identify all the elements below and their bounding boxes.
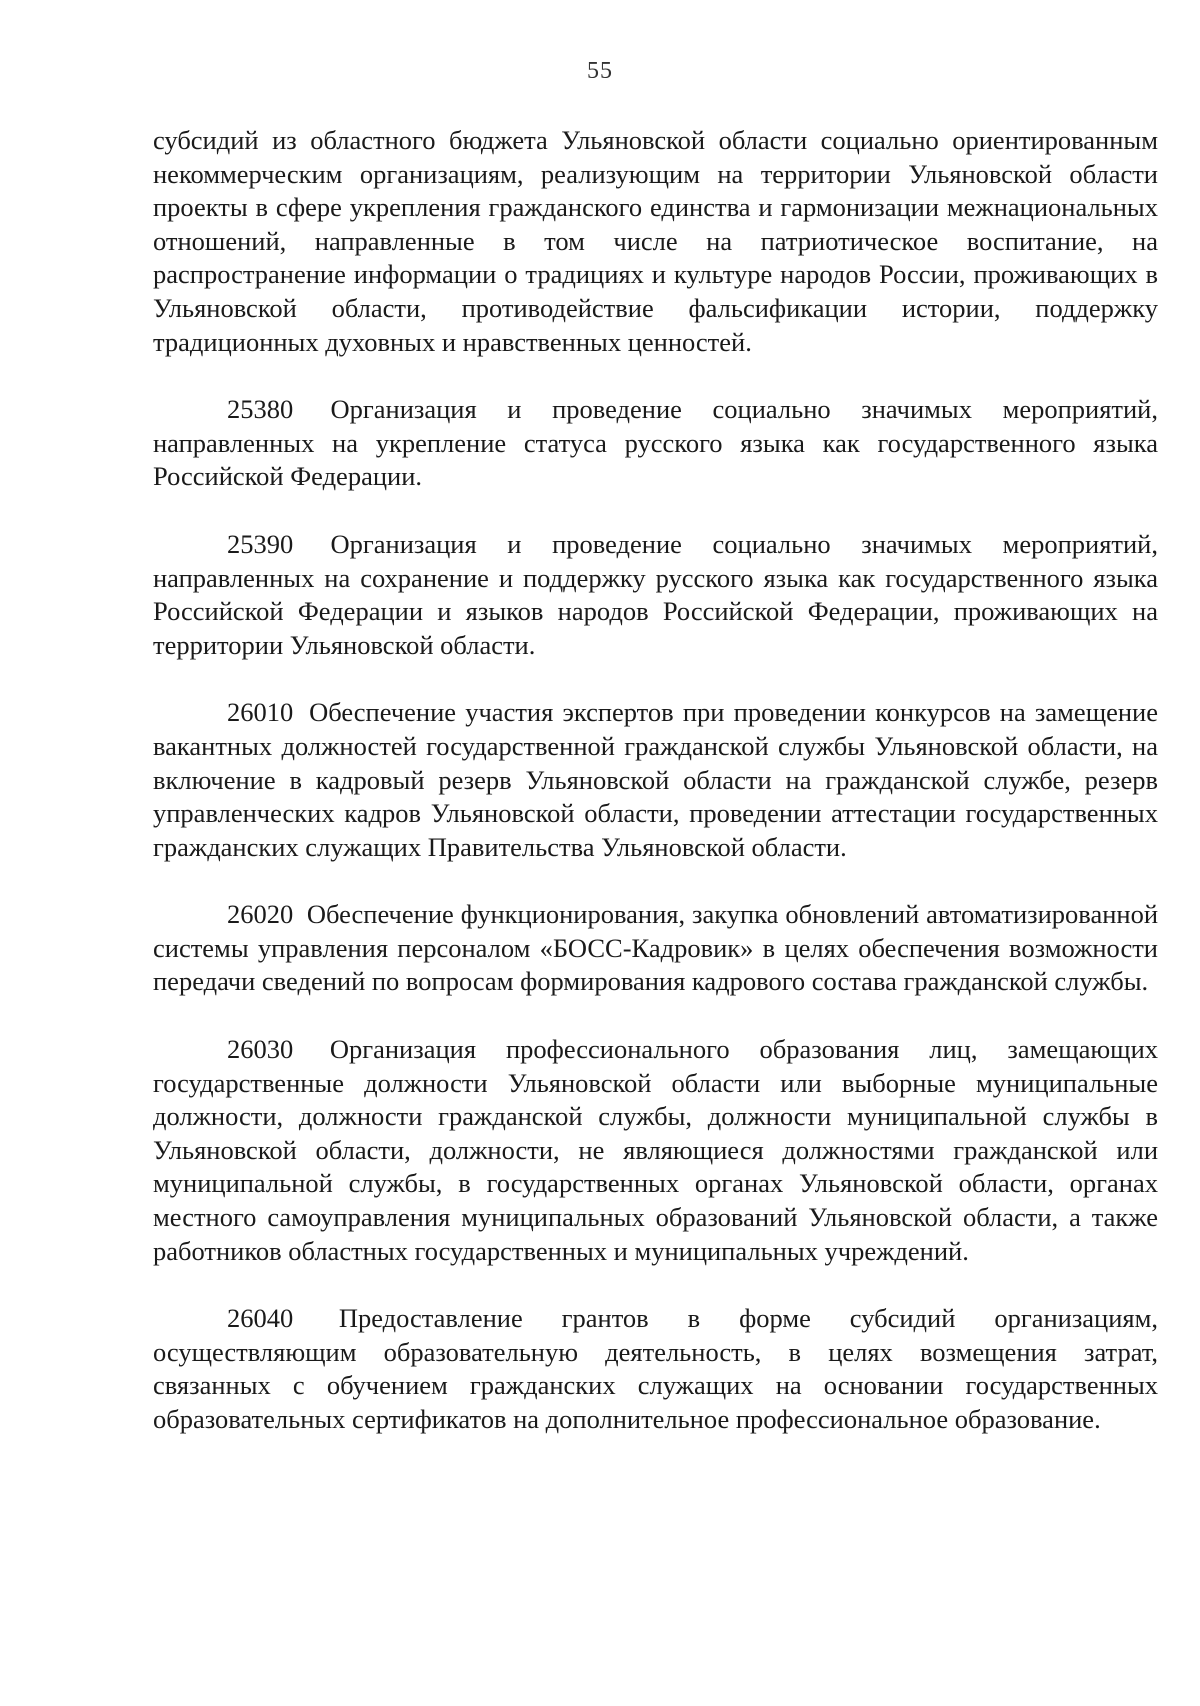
page-number: 55 — [587, 58, 613, 84]
paragraph-25390 — [153, 528, 1158, 662]
paragraph-code: 26010 — [227, 697, 294, 728]
paragraph-continuation — [153, 124, 1158, 359]
paragraph-text: Обеспечение функционирования, закупка обновлений автоматизированной системы управления персоналом «БОСС-Кадровик» в целях обеспечения возможности передачи сведений по вопросам формирования кадрового состава гражданской службы. — [153, 899, 1159, 997]
paragraph-code: 26030 — [227, 1034, 294, 1065]
document-body — [153, 124, 1158, 1471]
paragraph-code: 25390 — [227, 528, 294, 559]
paragraph-26040 — [153, 1302, 1158, 1436]
paragraph-code: 26020 — [227, 899, 294, 930]
paragraph-25380 — [153, 393, 1158, 494]
paragraph-text: Организация и проведение социально значимых мероприятий, направленных на укрепление статуса русского языка как государственного языка Российской Федерации. — [153, 394, 1158, 492]
paragraph-code: 26040 — [227, 1303, 294, 1334]
paragraph-text: Организация профессионального образования лиц, замещающих государственные должности Ульяновской области или выборные муниципальные должности, должности гражданской службы, должности муниципальной службы в Ульяновской области, должности, не являющиеся должностями гражданской или муниципальной службы, в государственных органах Ульяновской области, органах местного самоуправления муниципальных образований Ульяновской области, а также работников областных государственных и муниципальных учреждений. — [153, 1034, 1159, 1266]
paragraph-text: Организация и проведение социально значимых мероприятий, направленных на сохранение и поддержку русского языка как государственного языка Российской Федерации и языков народов Российской Федерации, проживающих на территории Ульяновской области. — [153, 528, 1158, 660]
paragraph-code: 25380 — [227, 394, 294, 425]
paragraph-text: субсидий из областного бюджета Ульяновской области социально ориентированным некоммерческим организациям, реализующим на территории Ульяновской области проекты в сфере укрепления гражданского единства и гармонизации межнациональных отношений, направленные в том числе на патриотическое воспитание, на распространение информации о традициях и культуре народов России, проживающих в Ульяновской области, противодействие фальсификации истории, поддержку традиционных духовных и нравственных ценностей. — [153, 125, 1158, 357]
paragraph-text: Обеспечение участия экспертов при проведении конкурсов на замещение вакантных должностей государственной гражданской службы Ульяновской области, на включение в кадровый резерв Ульяновской области на гражданской службе, резерв управленческих кадров Ульяновской области, проведении аттестации государственных гражданских служащих Правительства Ульяновской области. — [153, 697, 1158, 862]
paragraph-26020 — [153, 898, 1158, 999]
paragraph-26030 — [153, 1033, 1158, 1268]
paragraph-text: Предоставление грантов в форме субсидий организациям, осуществляющим образовательную деятельность, в целях возмещения затрат, связанных с обучением гражданских служащих на основании государственных образовательных сертификатов на дополнительное профессиональное образование. — [153, 1303, 1158, 1434]
paragraph-26010 — [153, 696, 1158, 864]
